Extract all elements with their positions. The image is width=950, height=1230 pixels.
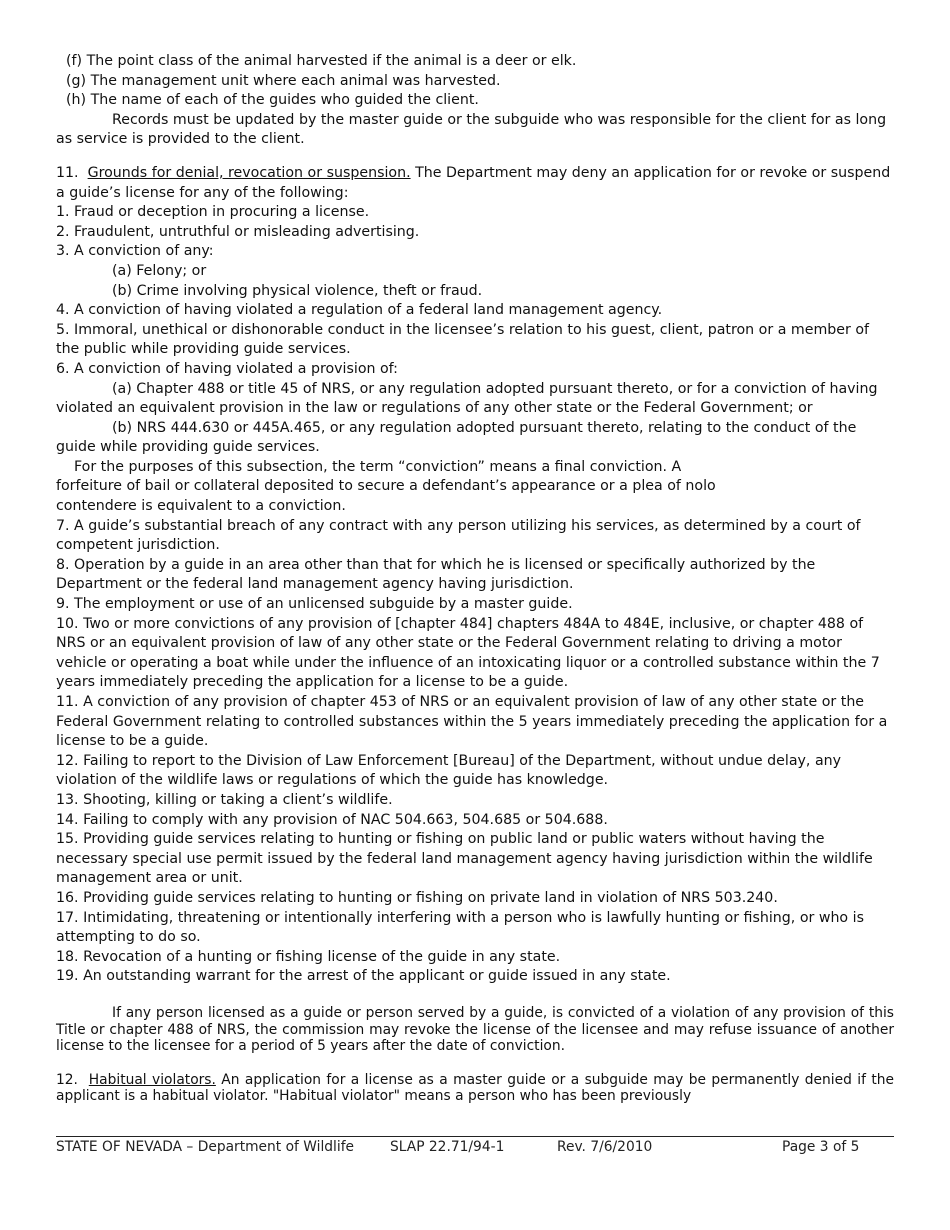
footer-page-number: Page 3 of 5 (782, 1139, 860, 1155)
list-item: 1. Fraud or deception in procuring a license. (56, 204, 370, 221)
definition-line: contendere is equivalent to a conviction. (56, 498, 346, 515)
list-subitem: (a) Felony; or (112, 262, 207, 279)
section-intro-text: The Department may deny an application for or revoke or suspend a guide’s license for any of the following: (56, 164, 891, 201)
list-item: 5. Immoral, unethical or dishonorable conduct in the licensee’s relation to his guest, client, patron or a member of the public while providing guide services. (56, 321, 870, 358)
section-12-paragraph (56, 1072, 894, 1105)
list-item: 17. Intimidating, threatening or intentionally interfering with a person who is lawfully hunting or fishing, or who is attempting to do so. (56, 909, 864, 946)
list-item: 4. A conviction of having violated a regulation of a federal land management agency. (56, 302, 663, 319)
list-item: 16. Providing guide services relating to hunting or fishing on private land in violation of NRS 503.240. (56, 889, 778, 906)
section-heading: Grounds for denial, revocation or suspension. (87, 164, 411, 181)
list-item: 13. Shooting, killing or taking a client’s wildlife. (56, 791, 393, 808)
list-item: 10. Two or more convictions of any provision of [chapter 484] chapters 484A to 484E, inclusive, or chapter 488 of NRS or an equivalent provision of law of any other state or the Federal Government relating to driving a motor vehicle or operating a boat while under the influence of an intoxicating liquor or a controlled substance within the 7 years immediately preceding the application for a license to be a guide. (56, 615, 880, 691)
list-item: (f) The point class of the animal harvested if the animal is a deer or elk. (66, 53, 577, 69)
list-subitem: (b) NRS 444.630 or 445A.465, or any regulation adopted pursuant thereto, relating to the conduct of the guide while providing guide services. (56, 419, 857, 456)
footer-doc-id: SLAP 22.71/94-1 (390, 1139, 505, 1155)
definition-line: forfeiture of bail or collateral deposited to secure a defendant’s appearance or a plea of nolo (56, 478, 716, 495)
section-text: An application for a license as a master guide or a subguide may be permanently denied if the applicant is a habitual violator. "Habitual violator" means a person who has been previously (56, 1071, 894, 1105)
list-item: 19. An outstanding warrant for the arrest of the applicant or guide issued in any state. (56, 968, 671, 985)
list-item: (h) The name of each of the guides who guided the client. (66, 92, 479, 109)
list-item: 15. Providing guide services relating to hunting or fishing on public land or public waters without having the necessary special use permit issued by the federal land management agency having jurisdiction within the wildlife management area or unit. (56, 831, 873, 887)
records-paragraph: Records must be updated by the master guide or the subguide who was responsible for the client for as long as service is provided to the client. (56, 111, 887, 148)
section-number: 11. (56, 164, 79, 181)
section-heading: Habitual violators. (88, 1071, 216, 1088)
document-body (56, 52, 894, 1105)
list-item: 6. A conviction of having violated a provision of: (56, 360, 398, 377)
list-subitem: (a) Chapter 488 or title 45 of NRS, or any regulation adopted pursuant thereto, or for a conviction of having violated an equivalent provision in the law or regulations of any other state or the Federal Government; or (56, 380, 878, 417)
list-item: 9. The employment or use of an unlicensed subguide by a master guide. (56, 596, 573, 613)
list-item: 7. A guide’s substantial breach of any contract with any person utilizing his services, as determined by a court of competent jurisdiction. (56, 517, 861, 554)
list-item: 11. A conviction of any provision of chapter 453 of NRS or an equivalent provision of law of any other state or the Federal Government relating to controlled substances within the 5 years immediately preceding the application for a license to be a guide. (56, 694, 888, 750)
list-item: 18. Revocation of a hunting or fishing license of the guide in any state. (56, 948, 561, 965)
list-item: (g) The management unit where each animal was harvested. (66, 72, 501, 89)
list-item: 8. Operation by a guide in an area other than that for which he is licensed or specifically authorized by the Department or the federal land management agency having jurisdiction. (56, 556, 816, 593)
conviction-paragraph: If any person licensed as a guide or person served by a guide, is convicted of a violation of any provision of this Title or chapter 488 of NRS, the commission may revoke the license of the licensee and may refuse issuance of another license to the licensee for a period of 5 years after the date of conviction. (56, 1004, 894, 1055)
section-11-intro (56, 164, 894, 203)
list-item: 2. Fraudulent, untruthful or misleading advertising. (56, 223, 420, 240)
list-item: 14. Failing to comply with any provision of NAC 504.663, 504.685 or 504.688. (56, 811, 608, 828)
footer-agency: STATE OF NEVADA – Department of Wildlife (56, 1139, 355, 1155)
definition-line: For the purposes of this subsection, the term “conviction” means a final conviction. A (74, 458, 682, 475)
section-number: 12. (56, 1071, 78, 1088)
list-item: 3. A conviction of any: (56, 243, 214, 260)
list-subitem: (b) Crime involving physical violence, theft or fraud. (112, 282, 483, 299)
list-item: 12. Failing to report to the Division of Law Enforcement [Bureau] of the Department, without undue delay, any violation of the wildlife laws or regulations of which the guide has knowledge. (56, 752, 842, 789)
footer-revision: Rev. 7/6/2010 (557, 1139, 653, 1155)
page-footer (56, 1136, 894, 1159)
